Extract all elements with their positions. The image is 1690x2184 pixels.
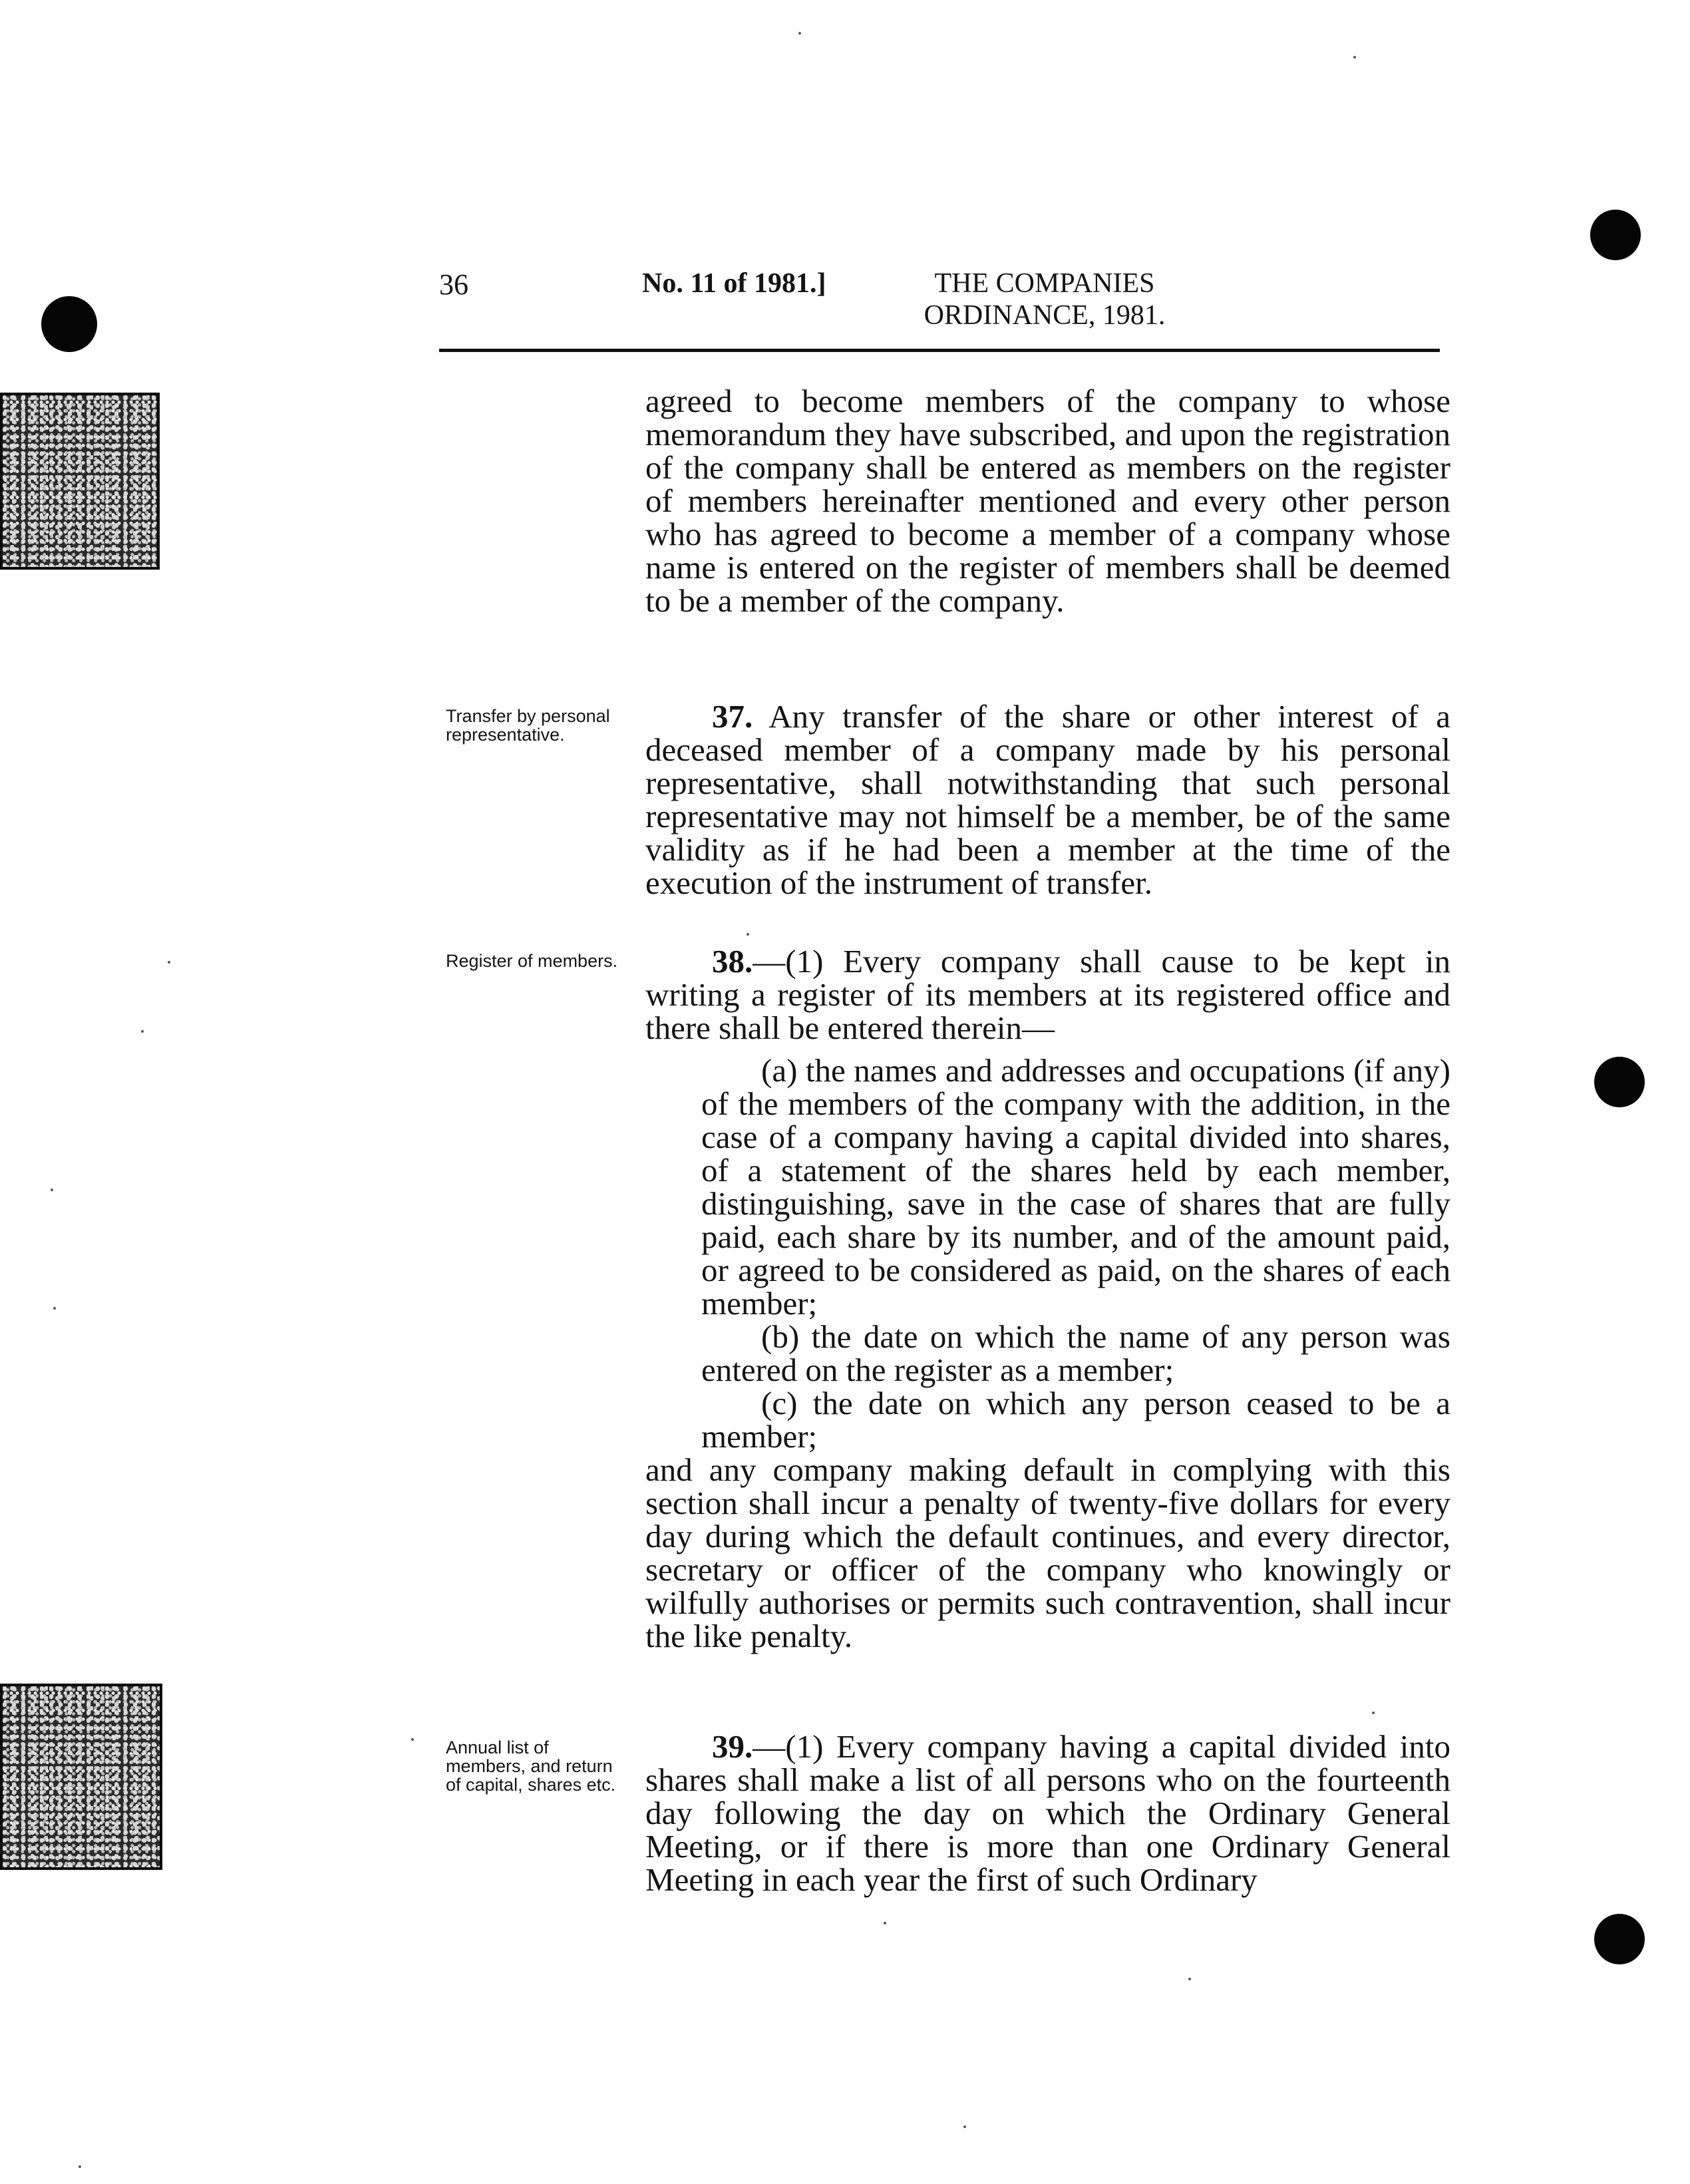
- scan-speck: [168, 961, 170, 964]
- scan-speck: [1188, 1978, 1191, 1980]
- section-38-closing: and any company making default in complying with this section shall incur a penalty of twenty-five dollars for every day during which the default continues, and every director, secretary or officer of the company who knowingly or wilfully authorises or permits such contravention, shall incur the like penalty.: [645, 1451, 1450, 1654]
- continuation-paragraph: [645, 385, 1450, 618]
- law-reference: No. 11 of 1981.]: [642, 268, 826, 299]
- scan-speck: [79, 2165, 81, 2168]
- section-39: [645, 1730, 1450, 1897]
- section-38-intro-text: —(1) Every company shall cause to be kept in writing a register of its members at its registered office and there shall be entered therein—: [645, 943, 1450, 1046]
- punch-hole-mark: [1590, 210, 1641, 260]
- section-37-body: Any transfer of the share or other interest of a deceased member of a company made by his personal representative, shall notwithstanding that such personal representative may not himself be a member, be of the same validity as if he had been a member at the time of the execution of the instrument of transfer.: [645, 698, 1451, 901]
- punch-hole-mark: [1594, 1914, 1645, 1964]
- document-title-line1: THE COMPANIES: [934, 268, 1155, 299]
- section-38-intro: [645, 945, 1450, 1045]
- scan-speck: [411, 1738, 414, 1741]
- document-title-line2: ORDINANCE, 1981.: [924, 300, 1166, 331]
- scan-speck: [1353, 56, 1356, 59]
- scan-speck: [141, 1030, 144, 1033]
- section-38-item-b: (b) the date on which the name of any person was entered on the register as a member;: [701, 1318, 1450, 1388]
- running-header: [439, 268, 1440, 352]
- scan-artifact: [0, 393, 160, 570]
- margin-note-section-39: Annual list of members, and return of capital, shares etc.: [446, 1737, 616, 1795]
- scan-speck: [53, 1307, 56, 1310]
- scan-speck: [884, 1922, 886, 1924]
- scan-speck: [51, 1188, 53, 1191]
- section-37: [645, 700, 1450, 900]
- section-39-number: 39.: [712, 1728, 753, 1765]
- scan-speck: [798, 32, 801, 35]
- scan-artifact: [0, 1684, 162, 1870]
- scan-speck: [1372, 1712, 1375, 1714]
- section-38-number: 38.: [712, 943, 753, 980]
- continuation-text: agreed to become members of the company to whose memorandum they have subscribed, and upon the registration of the company shall be entered as members on the register of members hereinafter mentioned and every other person who has agreed to become a member of a company whose name is entered on the register of members shall be deemed to be a member of the company.: [645, 383, 1450, 619]
- scan-speck: [747, 933, 749, 936]
- document-title: [905, 268, 1184, 331]
- section-38-item-c: (c) the date on which any person ceased to be a member;: [701, 1385, 1450, 1455]
- margin-note-section-38: Register of members.: [446, 951, 618, 971]
- punch-hole-mark: [41, 296, 97, 352]
- punch-hole-mark: [1594, 1057, 1645, 1107]
- section-38: [645, 945, 1450, 1653]
- section-39-intro: [645, 1730, 1450, 1897]
- scan-speck: [963, 2125, 966, 2128]
- section-37-text: [645, 700, 1450, 900]
- page-number: 36: [439, 268, 468, 301]
- section-37-number: 37.: [712, 698, 753, 735]
- section-39-intro-text: —(1) Every company having a capital divided into shares shall make a list of all persons who on the fourteenth day following the day on which the Ordinary General Meeting, or if there is more than one Ordinary General Meeting in each year the first of such Ordinary: [645, 1728, 1450, 1898]
- margin-note-section-37: Transfer by personal representative.: [446, 706, 610, 745]
- section-38-item-a: (a) the names and addresses and occupations (if any) of the members of the company with the addition, in the case of a company having a capital divided into shares, of a statement of the shares held by each member, distinguishing, save in the case of shares that are fully paid, each share by its number, and of the amount paid, or agreed to be considered as paid, on the shares of each member;: [701, 1052, 1450, 1322]
